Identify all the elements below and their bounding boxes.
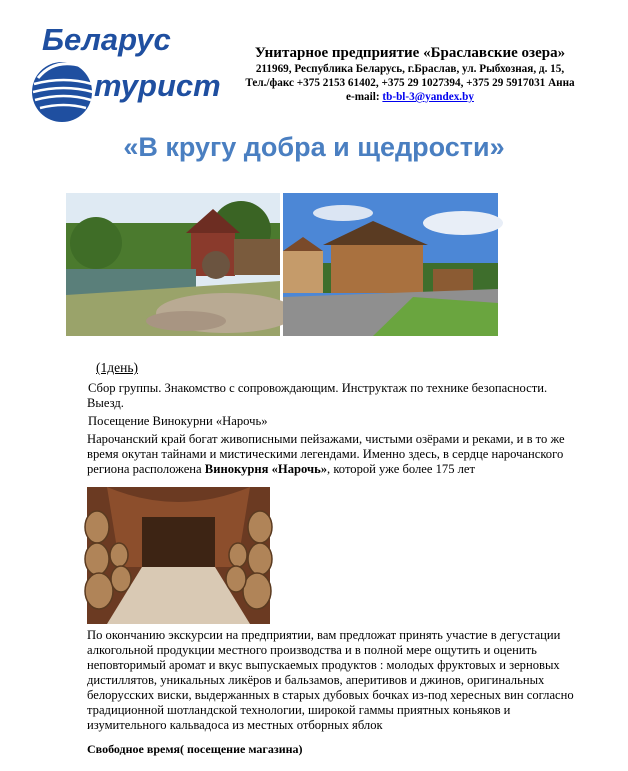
org-name: Унитарное предприятие «Браславские озера» <box>254 45 566 61</box>
org-address: 211969, Республика Беларусь, г.Браслав, ул. Рыбхозная, д. 15, <box>255 63 565 75</box>
free-time-line: Свободное время( посещение магазина) <box>87 742 303 756</box>
visit-line: Посещение Винокурни «Нарочь» <box>88 414 268 428</box>
gather-line: Сбор группы. Знакомство с сопровождающим. Инструктаж по технике безопасности. <box>88 381 548 395</box>
org-phones: Тел./факс +375 2153 61402, +375 29 1027394, +375 29 5917031 Анна <box>245 77 575 89</box>
departure-line: Выезд. <box>87 396 124 410</box>
email-link[interactable]: tb-bl-3@yandex.by <box>382 91 474 103</box>
winery-text: Нарочанский край богат живописными пейзажами, чистыми озёрами и реками, и в то же время окутан тайнами и мистическими легендами. Именно здесь, в сердце нарочанского региона расположена <box>87 432 565 476</box>
org-email-line <box>210 90 610 104</box>
logo-line1: Беларус <box>42 22 171 57</box>
page-title: «В кругу добра и щедрости» <box>123 132 505 162</box>
logo-line2: турист <box>94 68 221 103</box>
day-label: (1день) <box>96 360 138 375</box>
mill-photo <box>66 193 280 336</box>
cellar-photo <box>87 487 270 624</box>
globe-icon <box>32 62 93 122</box>
winery-paragraph <box>87 432 589 477</box>
company-logo <box>24 18 221 122</box>
organization-header <box>210 44 610 104</box>
estate-photo <box>283 193 498 336</box>
winery-name: Винокурня «Нарочь» <box>204 462 328 476</box>
winery-text-end: , которой уже более 175 лет <box>327 462 476 476</box>
tasting-paragraph: По окончанию экскурсии на предприятии, вам предложат принять участие в дегустации алкогольной продукции местного производства и в полной мере ощутить и оценить неповторимый аромат и вкус выпускаемых продуктов : молодых фруктовых и зерновых дистиллятов, уникальных ликёров и бальзамов, аперитивов и джинов, оригинальных белорусских виски, выдержанных в старых дубовых бочках из-под хересных вин согласно традиционной шотландской технологии, широкой гаммы приятных коньяков и изумительного кальвадоса из местных отборных яблок <box>87 628 574 732</box>
email-label: e-mail: <box>346 91 383 103</box>
